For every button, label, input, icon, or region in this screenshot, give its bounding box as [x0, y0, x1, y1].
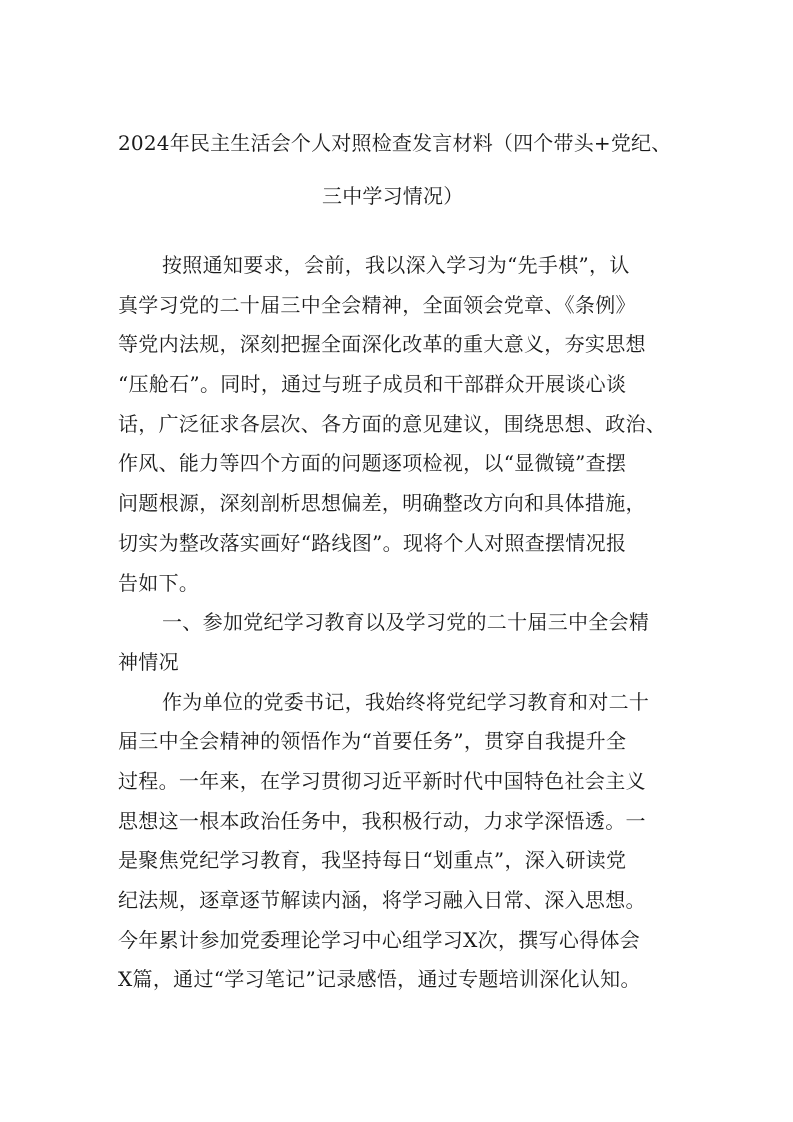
- paragraph-line: 按照通知要求，会前，我以深入学习为“先手棋”，认: [162, 253, 630, 277]
- document-title-line-1: 2024年民主生活会个人对照检查发言材料（四个带头+党纪、: [118, 131, 672, 155]
- paragraph-line: 纪法规，逐章逐节解读内涵，将学习融入日常、深入思想。: [118, 888, 646, 912]
- paragraph-line: “压舱石”。同时，通过与班子成员和干部群众开展谈心谈: [118, 372, 627, 397]
- paragraph-line: 问题根源，深刻剖析思想偏差，明确整改方向和具体措施，: [118, 491, 646, 516]
- paragraph-line: 切实为整改落实画好“路线图”。现将个人对照查摆情况报: [118, 530, 627, 555]
- paragraph-line: 话，广泛征求各层次、各方面的意见建议，围绕思想、政治、: [118, 411, 667, 436]
- paragraph-line: 是聚焦党纪学习教育，我坚持每日“划重点”，深入研读党: [118, 848, 627, 873]
- paragraph-line: 今年累计参加党委理论学习中心组学习X次，撰写心得体会: [118, 927, 641, 952]
- paragraph-line: 届三中全会精神的领悟作为“首要任务”，贯穿自我提升全: [118, 729, 627, 754]
- section-heading-line: 神情况: [118, 649, 179, 674]
- paragraph-line: 作风、能力等四个方面的问题逐项检视，以“显微镜”查摆: [118, 451, 627, 476]
- document-body: [118, 246, 678, 1000]
- paragraph-line: 思想这一根本政治任务中，我积极行动，力求学深悟透。一: [118, 808, 646, 833]
- paragraph-line: 等党内法规，深刻把握全面深化改革的重大意义，夯实思想: [118, 332, 646, 357]
- paragraph-line: 作为单位的党委书记，我始终将党纪学习教育和对二十: [162, 689, 650, 714]
- document-title-line-2: 三中学习情况）: [322, 184, 464, 208]
- paragraph-line: 真学习党的二十届三中全会精神，全面领会党章、《条例》: [118, 292, 636, 317]
- paragraph-line: 过程。一年来，在学习贯彻习近平新时代中国特色社会主义: [118, 768, 646, 793]
- section-heading-line: 一、参加党纪学习教育以及学习党的二十届三中全会精: [162, 610, 650, 635]
- paragraph-line: 告如下。: [118, 570, 200, 595]
- paragraph-line: X篇，通过“学习笔记”记录感悟，通过专题培训深化认知。: [118, 967, 641, 992]
